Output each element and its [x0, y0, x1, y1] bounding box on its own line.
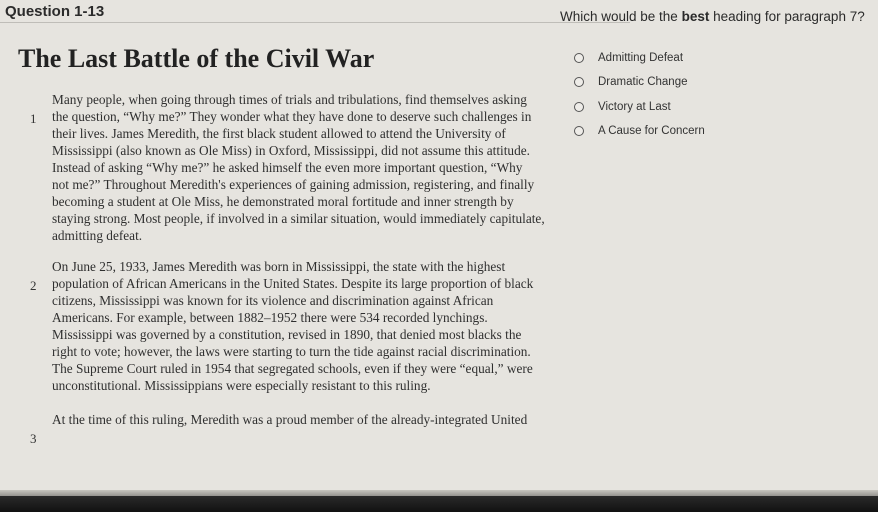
answer-option-victory-at-last[interactable] — [574, 101, 671, 113]
passage-line: not me?” Throughout Meredith's experiences of gaining admission, registering, and finally — [52, 177, 535, 192]
passage-line: Mississippi (also known as Ole Miss) in Oxford, Mississippi, did not assume this attitude. — [52, 143, 530, 158]
question-emphasis: best — [681, 9, 710, 24]
passage-line: Many people, when going through times of trials and tribulations, find themselves asking — [52, 92, 527, 107]
passage-line: Americans. For example, between 1882–1952 there were 534 recorded lynchings. — [52, 310, 488, 325]
answer-option-label: Victory at Last — [598, 101, 671, 113]
answer-option-a-cause-for-concern[interactable] — [574, 125, 705, 137]
question-suffix: heading for paragraph 7? — [709, 9, 865, 24]
answer-option-label: Dramatic Change — [598, 76, 688, 88]
paragraph-number-1: 1 — [30, 111, 37, 126]
passage-line: Instead of asking “Why me?” he asked himself the even more important question, “Why — [52, 160, 523, 175]
question-prefix: Which would be the — [560, 9, 682, 24]
question-number-label: Question 1-13 — [5, 3, 105, 20]
answer-option-label: Admitting Defeat — [598, 52, 684, 64]
header-divider — [0, 22, 630, 23]
passage-line: admitting defeat. — [52, 228, 143, 243]
answer-option-dramatic-change[interactable] — [574, 76, 687, 88]
radio-button[interactable] — [574, 126, 584, 136]
paragraph-number-2: 2 — [30, 278, 37, 293]
passage-line: the question, “Why me?” They wonder what they have done to deserve such challenges in — [52, 109, 532, 124]
passage-line: right to vote; however, the laws were starting to turn the tide against racial discrimination. — [52, 344, 531, 359]
radio-button[interactable] — [574, 102, 584, 112]
passage-line: On June 25, 1933, James Meredith was born in Mississippi, the state with the highest — [52, 259, 506, 274]
passage-line: Mississippi was governed by a constitution, revised in 1890, that denied most blacks the — [52, 327, 522, 342]
answer-option-admitting-defeat[interactable] — [574, 52, 683, 64]
passage-line: their lives. James Meredith, the first black student allowed to attend the University of — [52, 126, 506, 141]
passage-line: staying strong. Most people, if involved in a similar situation, would immediately capitulate, — [52, 211, 545, 226]
passage-line: The Supreme Court ruled in 1954 that segregated schools, even if they were “equal,” were — [52, 361, 533, 376]
paragraph-number-3: 3 — [30, 431, 37, 446]
passage-line: population of African Americans in the United States. Despite its large proportion of black — [52, 276, 534, 291]
passage-line: citizens, Mississippi was known for its violence and discrimination against African — [52, 293, 494, 308]
radio-button[interactable] — [574, 53, 584, 63]
passage-line: At the time of this ruling, Meredith was a proud member of the already-integrated United — [52, 412, 528, 427]
passage-line: becoming a student at Ole Miss, he demonstrated moral fortitude and inner strength by — [52, 194, 514, 209]
radio-button[interactable] — [574, 77, 584, 87]
question-prompt — [560, 9, 865, 24]
bottom-bar — [0, 496, 878, 512]
answer-option-label: A Cause for Concern — [598, 125, 705, 137]
passage-line: unconstitutional. Mississippians were especially resistant to this ruling. — [52, 378, 431, 393]
passage-title: The Last Battle of the Civil War — [18, 44, 375, 73]
